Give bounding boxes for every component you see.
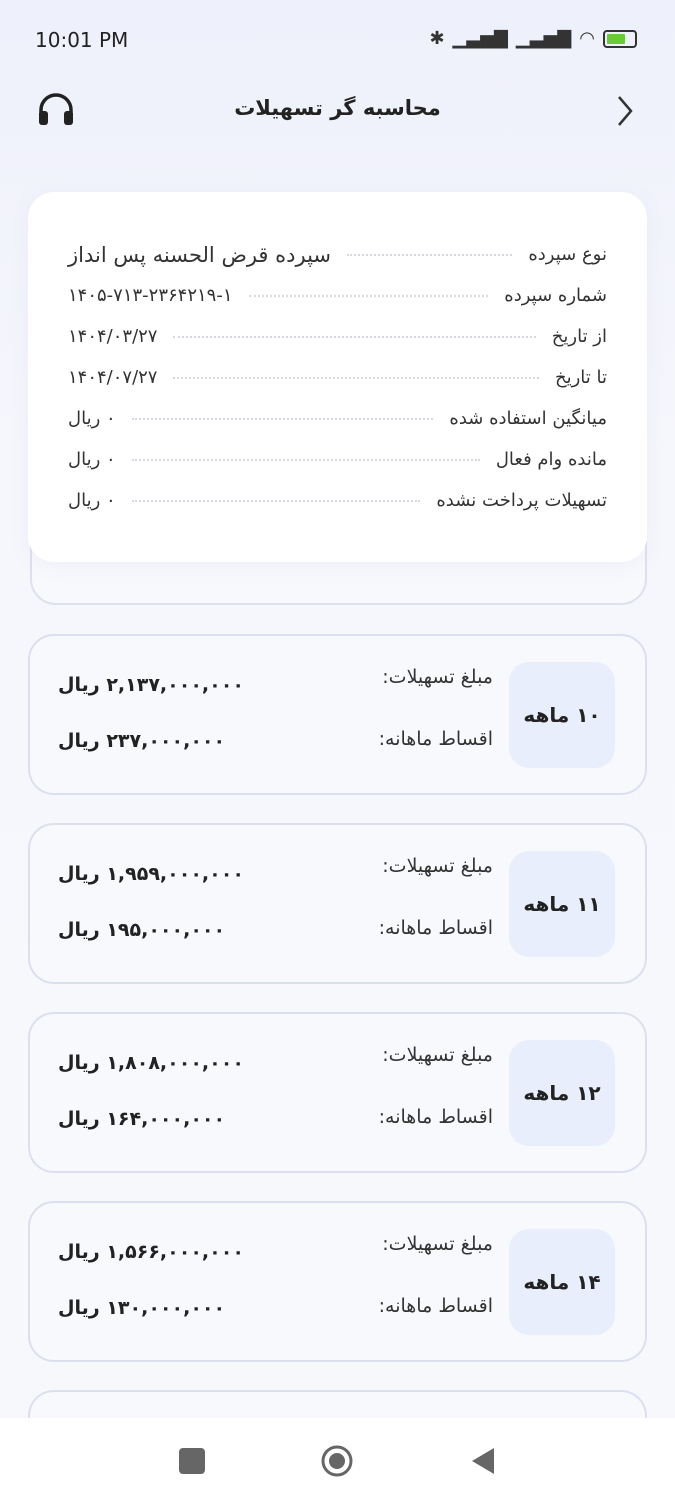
summary-row bbox=[68, 275, 607, 316]
status-icons bbox=[429, 28, 637, 49]
amount-label: مبلغ تسهیلات: bbox=[382, 666, 493, 688]
term-badge: ۱۰ ماهه bbox=[509, 662, 615, 768]
signal-icon-2: ▁▃▅▇ bbox=[515, 28, 572, 49]
summary-row bbox=[68, 398, 607, 439]
term-badge: ۱۲ ماهه bbox=[509, 1040, 615, 1146]
summary-value: ۱۴۰۴/۰۳/۲۷ bbox=[68, 326, 158, 347]
summary-value: ۰ ریال bbox=[68, 490, 116, 511]
loan-option-card[interactable] bbox=[28, 634, 647, 795]
summary-row bbox=[68, 439, 607, 480]
summary-label: نوع سپرده bbox=[528, 244, 607, 265]
monthly-installment: ۲۳۷,۰۰۰,۰۰۰ ریال bbox=[58, 730, 226, 752]
monthly-installment: ۱۳۰,۰۰۰,۰۰۰ ریال bbox=[58, 1297, 226, 1319]
loan-option-card[interactable] bbox=[28, 1201, 647, 1362]
loan-amount: ۱,۵۶۶,۰۰۰,۰۰۰ ریال bbox=[58, 1241, 244, 1263]
back-button[interactable] bbox=[470, 1446, 496, 1476]
summary-label: مانده وام فعال bbox=[495, 449, 607, 470]
monthly-installment: ۱۹۵,۰۰۰,۰۰۰ ریال bbox=[58, 919, 226, 941]
summary-value: ۰ ریال bbox=[68, 449, 116, 470]
amount-label: مبلغ تسهیلات: bbox=[382, 855, 493, 877]
summary-value: ۱۴۰۵-۷۱۳-۲۳۶۴۲۱۹-۱ bbox=[68, 285, 233, 306]
summary-label: میانگین استفاده شده bbox=[449, 408, 607, 429]
summary-label: شماره سپرده bbox=[504, 285, 607, 306]
dotted-leader bbox=[173, 377, 538, 379]
wifi-icon: ◠ bbox=[579, 28, 595, 49]
deposit-summary-card bbox=[28, 192, 647, 562]
summary-row bbox=[68, 316, 607, 357]
dotted-leader bbox=[132, 418, 434, 420]
monthly-installment: ۱۶۴,۰۰۰,۰۰۰ ریال bbox=[58, 1108, 226, 1130]
page-title: محاسبه گر تسهیلات bbox=[234, 96, 441, 120]
dotted-leader bbox=[347, 254, 512, 256]
summary-value: ۰ ریال bbox=[68, 408, 116, 429]
loan-amount: ۱,۹۵۹,۰۰۰,۰۰۰ ریال bbox=[58, 863, 244, 885]
app-header bbox=[0, 80, 675, 140]
summary-label: تسهیلات پرداخت نشده bbox=[436, 490, 607, 511]
battery-icon bbox=[603, 30, 637, 48]
summary-row bbox=[68, 480, 607, 521]
dotted-leader bbox=[249, 295, 489, 297]
installment-label: اقساط ماهانه: bbox=[378, 728, 493, 750]
amount-label: مبلغ تسهیلات: bbox=[382, 1233, 493, 1255]
recents-button[interactable] bbox=[179, 1448, 205, 1474]
system-nav-bar bbox=[0, 1418, 675, 1500]
term-badge: ۱۴ ماهه bbox=[509, 1229, 615, 1335]
home-button[interactable] bbox=[320, 1444, 354, 1478]
status-bar bbox=[0, 0, 675, 80]
installment-label: اقساط ماهانه: bbox=[378, 1106, 493, 1128]
loan-option-card[interactable] bbox=[28, 823, 647, 984]
signal-icon: ▁▃▅▇ bbox=[452, 28, 508, 49]
summary-value: ۱۴۰۴/۰۷/۲۷ bbox=[68, 367, 158, 388]
summary-value: سپرده قرض الحسنه پس انداز bbox=[68, 242, 332, 267]
installment-label: اقساط ماهانه: bbox=[378, 1295, 493, 1317]
summary-row bbox=[68, 357, 607, 398]
installment-label: اقساط ماهانه: bbox=[378, 917, 493, 939]
dotted-leader bbox=[132, 500, 421, 502]
dotted-leader bbox=[132, 459, 480, 461]
amount-label: مبلغ تسهیلات: bbox=[382, 1044, 493, 1066]
summary-label: از تاریخ bbox=[551, 326, 607, 347]
term-badge: ۱۱ ماهه bbox=[509, 851, 615, 957]
bluetooth-icon: ✱ bbox=[429, 28, 445, 49]
summary-row bbox=[68, 234, 607, 275]
dotted-leader bbox=[173, 336, 535, 338]
clock: 10:01 PM bbox=[35, 28, 129, 52]
loan-amount: ۲,۱۳۷,۰۰۰,۰۰۰ ریال bbox=[58, 674, 244, 696]
loan-option-card[interactable] bbox=[28, 1012, 647, 1173]
back-chevron-icon[interactable] bbox=[615, 94, 635, 128]
summary-label: تا تاریخ bbox=[554, 367, 607, 388]
loan-amount: ۱,۸۰۸,۰۰۰,۰۰۰ ریال bbox=[58, 1052, 244, 1074]
